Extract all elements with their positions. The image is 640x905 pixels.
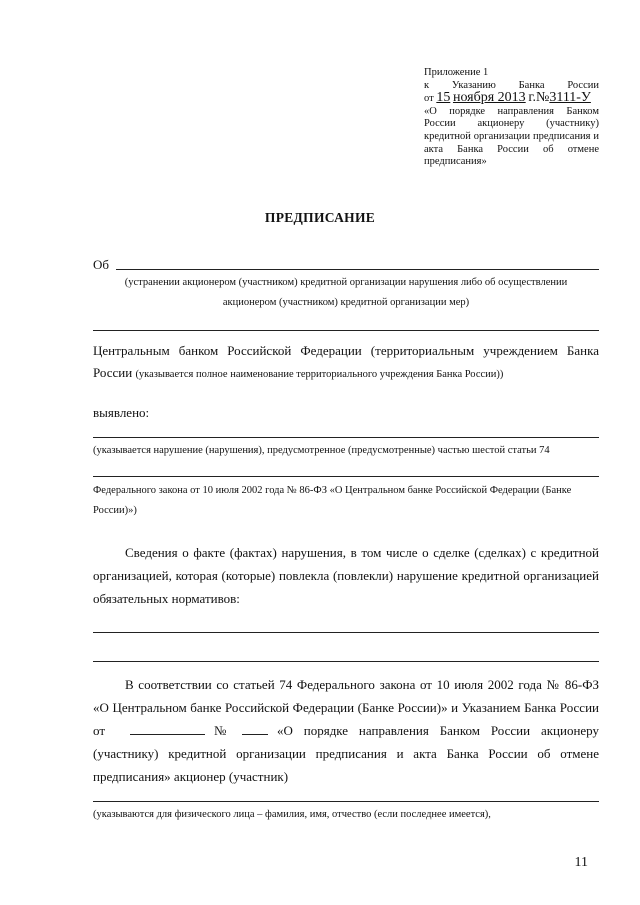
facts-line-2: организацией, которая (которые) повлекла (повлекли) нарушение кредитной организацией: [93, 568, 599, 583]
cb-line-2-russia: России: [93, 365, 133, 380]
ob-fill-line[interactable]: [116, 269, 599, 270]
cb-line-1: Центральным банком Российской Федерации (территориальным учреждением Банка: [93, 343, 599, 358]
violation-caption-3: России)»): [93, 505, 137, 516]
appendix-line-6: кредитной организации предписания и: [424, 130, 599, 142]
accord-line-5: предписания» акционер (участник): [93, 769, 289, 784]
appendix-word: России: [567, 79, 599, 91]
appendix-number: 3111-У: [549, 90, 591, 106]
appendix-word: Указанию: [451, 79, 496, 91]
accord-line-2: «О Центральном банке Российской Федерации (Банке России)» и Указанием Банка России: [93, 700, 599, 715]
accord-date-blank[interactable]: [130, 734, 205, 735]
appendix-word: к: [424, 79, 430, 91]
appendix-ot: от: [424, 93, 434, 105]
page-number: 11: [574, 855, 588, 870]
appendix-line-5: России акционеру (участнику): [424, 118, 599, 130]
facts-line-3: обязательных нормативов:: [93, 591, 240, 606]
accord-number-blank[interactable]: [242, 734, 268, 735]
violation-fill-line-2[interactable]: [93, 476, 599, 477]
person-caption: (указываются для физического лица – фамилия, имя, отчество (если последнее имеется),: [93, 809, 491, 820]
cb-line-2: [93, 362, 599, 386]
document-title: ПРЕДПИСАНИЕ: [264, 210, 376, 225]
accord-line-1: В соответствии со статьей 74 Федерального закона от 10 июля 2002 года № 86-ФЗ: [125, 677, 599, 692]
accord-line-3-rest: «О порядке направления Банком России акционеру: [277, 723, 599, 738]
appendix-no-sign: №: [535, 90, 550, 106]
violation-caption-2: Федерального закона от 10 июля 2002 года № 86-ФЗ «О Центральном банке Российской Федерации (Банке: [93, 485, 572, 496]
ob-caption-2: акционером (участником) кредитной организации мер): [222, 297, 470, 308]
ob-continuation-line[interactable]: [93, 330, 599, 331]
appendix-month-year: ноября 2013: [452, 90, 526, 106]
person-fill-line[interactable]: [93, 801, 599, 802]
accord-line-3-no: №: [214, 723, 227, 738]
accord-line-3-ot: от: [93, 723, 106, 738]
appendix-line-7: акта Банка России об отмене: [424, 143, 599, 155]
accord-line-4: (участнику) кредитной организации предписания и акта Банка России об отмене: [93, 746, 599, 761]
violation-fill-line[interactable]: [93, 437, 599, 438]
appendix-day: 15: [436, 90, 451, 106]
appendix-g: г.: [528, 90, 536, 106]
ob-label: Об: [93, 257, 110, 272]
facts-line-1: Сведения о факте (фактах) нарушения, в том числе о сделке (сделках) с кредитной: [125, 545, 599, 560]
appendix-line-3: [424, 92, 599, 106]
facts-fill-line-2[interactable]: [93, 661, 599, 662]
revealed-label: выявлено:: [93, 405, 150, 420]
facts-fill-line-1[interactable]: [93, 632, 599, 633]
appendix-line-4: «О порядке направления Банком: [424, 105, 599, 117]
violation-caption-1: (указывается нарушение (нарушения), предусмотренное (предусмотренные) частью шестой статьи 74: [93, 445, 550, 456]
ob-caption-1: (устранении акционером (участником) кредитной организации нарушения либо об осуществлении: [124, 277, 568, 288]
appendix-header: [424, 67, 599, 169]
cb-line-2-caption: (указывается полное наименование территориального учреждения Банка России)): [135, 369, 504, 380]
appendix-line-1: Приложение 1: [424, 67, 489, 78]
appendix-line-8: предписания»: [424, 156, 487, 168]
appendix-word: Банка: [518, 79, 545, 91]
